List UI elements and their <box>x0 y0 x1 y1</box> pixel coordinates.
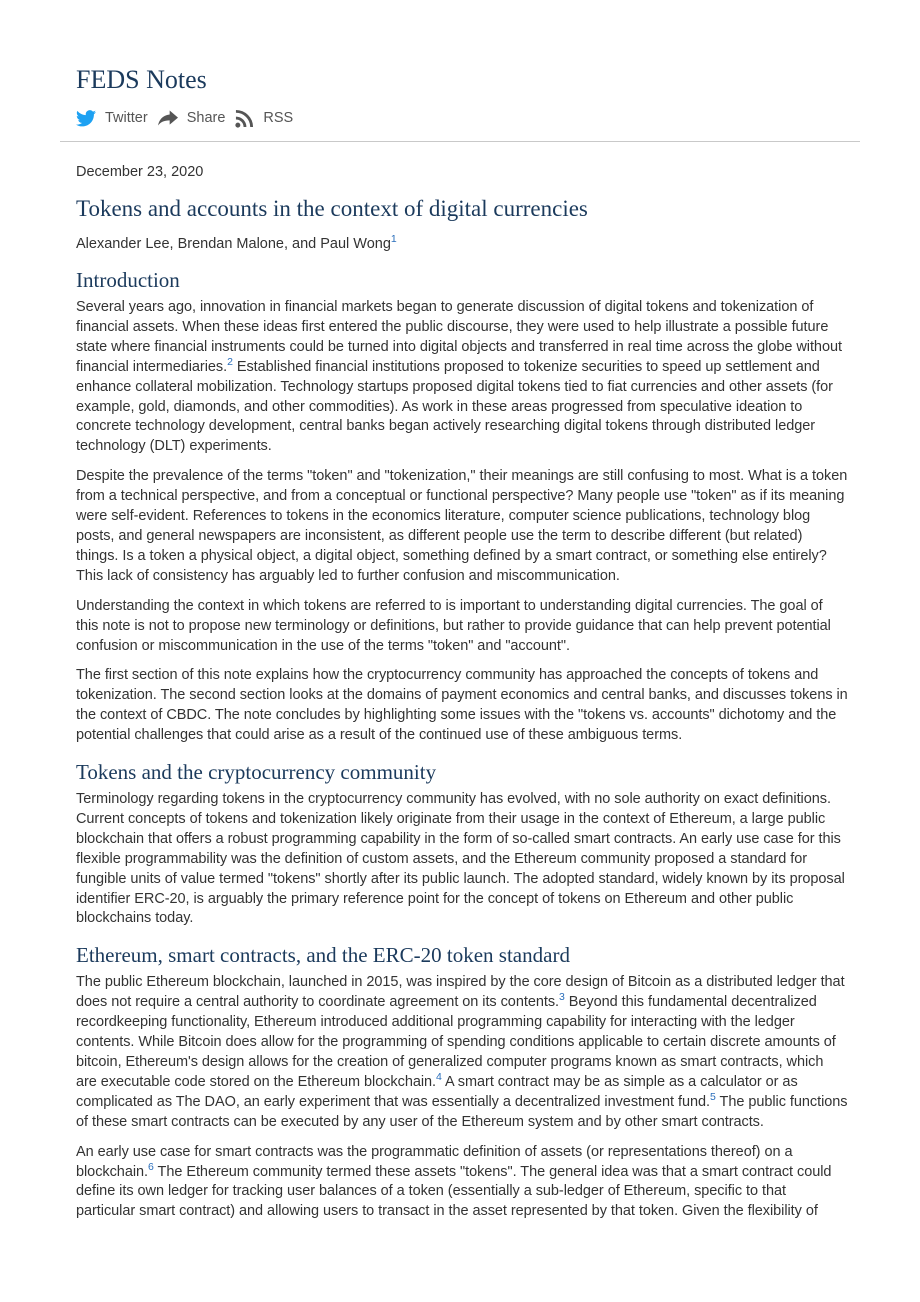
paragraph-text: An early use case for smart contracts was the programmatic definition of assets (or representations thereof) on a blockchain. <box>76 1143 793 1180</box>
paragraph: The first section of this note explains how the cryptocurrency community has approached the concepts of tokens and tokenization. The second section looks at the domains of payment economics and central banks, and discusses tokens in the context of CBDC. The note concludes by highlighting some issues with the "tokens vs. accounts" dichotomy and the potential challenges that could arise as a result of the continued use of these ambiguous terms. <box>76 667 848 744</box>
twitter-link[interactable] <box>76 110 148 127</box>
paragraph <box>76 1143 848 1223</box>
footnote-link[interactable]: 2 <box>227 355 233 368</box>
rss-icon <box>235 109 254 128</box>
share-icon <box>158 110 178 126</box>
twitter-icon <box>76 110 96 127</box>
article-date: December 23, 2020 <box>76 164 204 180</box>
footnote-link[interactable]: 6 <box>148 1160 154 1173</box>
paragraph <box>76 298 848 457</box>
share-label: Share <box>186 110 226 126</box>
footnote-link[interactable]: 3 <box>559 991 565 1004</box>
paragraph-text: Several years ago, innovation in financial markets began to generate discussion of digital tokens and tokenization of financial assets. When these ideas first entered the public discourse, they were used to help illustrate a possible future state where financial instruments could be turned into digital objects and transferred in real time across the globe without financial intermediaries. <box>76 299 842 375</box>
rss-link[interactable] <box>235 109 293 128</box>
paragraph-text: A smart contract may be as simple as a calculator or as complicated as The DAO, an early experiment that was essentially a decentralized investment fund. <box>76 1073 798 1110</box>
article-title: Tokens and accounts in the context of digital currencies <box>76 196 588 221</box>
authors-text: Alexander Lee, Brendan Malone, and Paul Wong <box>76 236 391 252</box>
paragraph-text: The public functions of these smart contracts can be executed by any user of the Ethereum system and by other smart contracts. <box>76 1093 848 1130</box>
section-heading-introduction: Introduction <box>76 268 180 292</box>
paragraph: Terminology regarding tokens in the cryptocurrency community has evolved, with no sole authority on exact definitions. Current concepts of tokens and tokenization likely originate from their usage in the context of Ethereum, a large public blockchain that offers a robust programming capability in the form of so-called smart contracts. An early use case for this flexible programmability was the definition of custom assets, and the Ethereum community proposed a standard for fungible units of value termed "tokens" shortly after its public launch. The adopted standard, widely known by its proposal identifier ERC-20, is arguably the primary reference point for the concept of tokens on Ethereum and other public blockchains today. <box>76 791 845 927</box>
paragraph-text: Beyond this fundamental decentralized recordkeeping functionality, Ethereum introduced additional programming capability for interacting with the ledger contents. While Bitcoin does allow for the programming of spending conditions applicable to certain discrete amounts of bitcoin, Ethereum's design allows for the creation of generalized computer programs known as smart contracts, which are executable code stored on the Ethereum blockchain. <box>76 994 836 1090</box>
site-header <box>76 62 303 128</box>
paragraph-text: The Ethereum community termed these assets "tokens". The general idea was that a smart contract could define its own ledger for tracking user balances of a token (essentially a sub-ledger of Ethereum, specific to that particular smart contract) and allowing users to transact in the asset represented by that token. Given the flexibility of <box>76 1163 832 1220</box>
social-links <box>76 108 303 128</box>
article-authors <box>76 234 848 254</box>
paragraph-text: Established financial institutions proposed to tokenize securities to speed up settlement and enhance collateral mobilization. Technology startups proposed digital tokens tied to fiat currencies and other assets (for example, gold, diamonds, and other commodities). As work in these areas progressed from speculative ideation to concrete technology development, central banks began actively researching digital tokens through distributed ledger technology (DLT) experiments. <box>76 358 833 455</box>
footnote-link[interactable]: 4 <box>436 1070 442 1083</box>
section-heading-cryptocurrency: Tokens and the cryptocurrency community <box>76 760 437 785</box>
paragraph-text: The public Ethereum blockchain, launched in 2015, was inspired by the core design of Bitcoin as a distributed ledger that does not require a central authority to coordinate agreement on its contents. <box>76 974 845 1011</box>
rss-label: RSS <box>263 110 294 126</box>
footnote-link[interactable]: 1 <box>390 233 397 245</box>
share-link[interactable] <box>158 110 226 126</box>
twitter-label: Twitter <box>105 110 148 126</box>
section-heading-ethereum: Ethereum, smart contracts, and the ERC-20 token standard <box>76 943 570 968</box>
site-title[interactable]: FEDS Notes <box>76 65 207 94</box>
header-divider <box>60 141 860 142</box>
article-content <box>76 160 848 1232</box>
paragraph <box>76 973 848 1132</box>
paragraph: Understanding the context in which tokens are referred to is important to understanding digital currencies. The goal of this note is not to propose new terminology or definitions, but rather to provide guidance that can help prevent potential confusion or miscommunication in the use of the terms "token" and "account". <box>76 597 831 654</box>
paragraph: Despite the prevalence of the terms "token" and "tokenization," their meanings are still confusing to most. What is a token from a technical perspective, and from a conceptual or functional perspective? Many people use "token" as if its meaning were self-evident. References to tokens in the economics literature, computer science publications, technology blog posts, and general newspapers are inconsistent, as different people use the term to describe different (but related) things. Is a token a physical object, a digital object, something defined by a smart contract, or something else entirely? This lack of consistency has arguably led to further confusion and miscommunication. <box>76 468 848 584</box>
footnote-link[interactable]: 5 <box>710 1090 716 1103</box>
